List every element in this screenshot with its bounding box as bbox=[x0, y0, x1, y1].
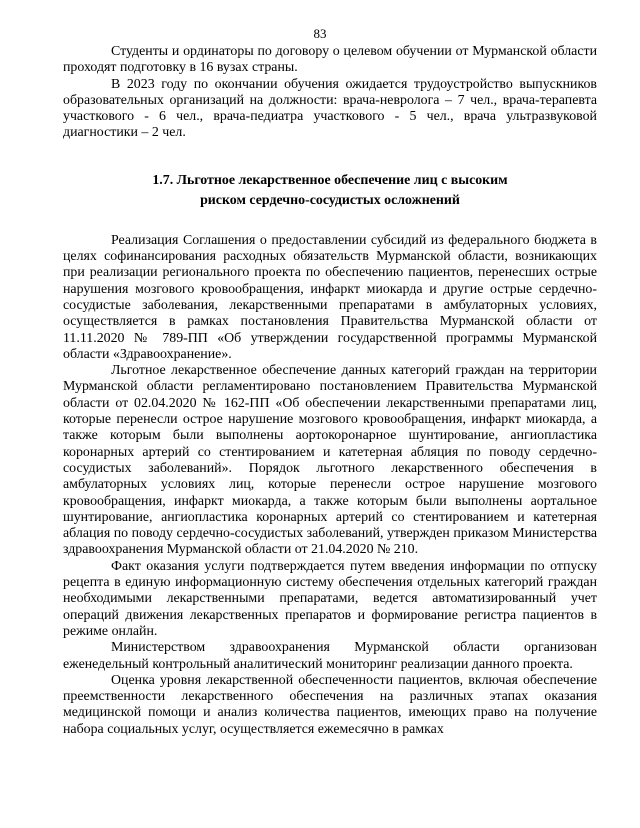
paragraph-agreement: Реализация Соглашения о предоставлении субсидий из федерального бюджета в целях софинансирования расходных обязательств Мурманской области, возникающих при реализации регионального проекта по обеспечению пациентов, перенесших острые нарушения мозгового кровообращения, инфаркт миокарда и другие острые сердечно-сосудистые заболевания, лекарственными препаратами в амбулаторных условиях, осуществляется в рамках постановления Правительства Мурманской области от 11.11.2020 № 789-ПП «Об утверждении государственной программы Мурманской области «Здравоохранение». bbox=[63, 232, 597, 362]
paragraph-assessment: Оценка уровня лекарственной обеспеченности пациентов, включая обеспечение преемственности лекарственного обеспечения на различных этапах оказания медицинской помощи и анализ количества пациентов, имеющих право на получение набора социальных услуг, осуществляется ежемесячно в рамках bbox=[63, 672, 597, 737]
document-body bbox=[63, 44, 597, 738]
page-number: 83 bbox=[313, 26, 327, 41]
paragraph-employment-2023: В 2023 году по окончании обучения ожидается трудоустройство выпускников образовательных организаций на должности: врача-невролога – 7 чел., врача-терапевта участкового - 6 чел., врача-педиатра участкового - 5 чел., врача ультразвуковой диагностики – 2 чел. bbox=[63, 76, 597, 141]
paragraph-regulation: Льготное лекарственное обеспечение данных категорий граждан на территории Мурманской области регламентировано постановлением Правительства Мурманской области от 02.04.2020 № 162-ПП «Об обеспечении лекарственными препаратами лиц, которые перенесли острое нарушение мозгового кровообращения, инфаркт миокарда, а также которым были выполнены аортокоронарное шунтирование, ангиопластика коронарных артерий со стентированием и катетерная абляция по поводу сердечно-сосудистых заболеваний». Порядок льготного лекарственного обеспечения в амбулаторных условиях лиц, которые перенесли острое нарушение мозгового кровообращения, инфаркт миокарда, а также которым были выполнены аортальное шунтирование, ангиопластика коронарных артерий со стентированием и катетерная аблация по поводу сердечно-сосудистых заболеваний, утвержден приказом Министерства здравоохранения Мурманской области от 21.04.2020 № 210. bbox=[63, 363, 597, 558]
section-heading: 1.7. Льготное лекарственное обеспечение лиц с высоким риском сердечно-сосудистых осложнений bbox=[152, 172, 508, 208]
paragraph-service-fact: Факт оказания услуги подтверждается путем введения информации по отпуску рецепта в единую информационную систему обеспечения отдельных категорий граждан необходимыми лекарственными препаратами, ведется автоматизированный учет операций движения лекарственных препаратов и формирование регистра пациентов в режиме онлайн. bbox=[63, 558, 597, 639]
paragraph-students: Студенты и ординаторы по договору о целевом обучении от Мурманской области проходят подготовку в 16 вузах страны. bbox=[63, 44, 597, 76]
paragraph-monitoring: Министерством здравоохранения Мурманской области организован еженедельный контрольный аналитический мониторинг реализации данного проекта. bbox=[63, 640, 597, 672]
